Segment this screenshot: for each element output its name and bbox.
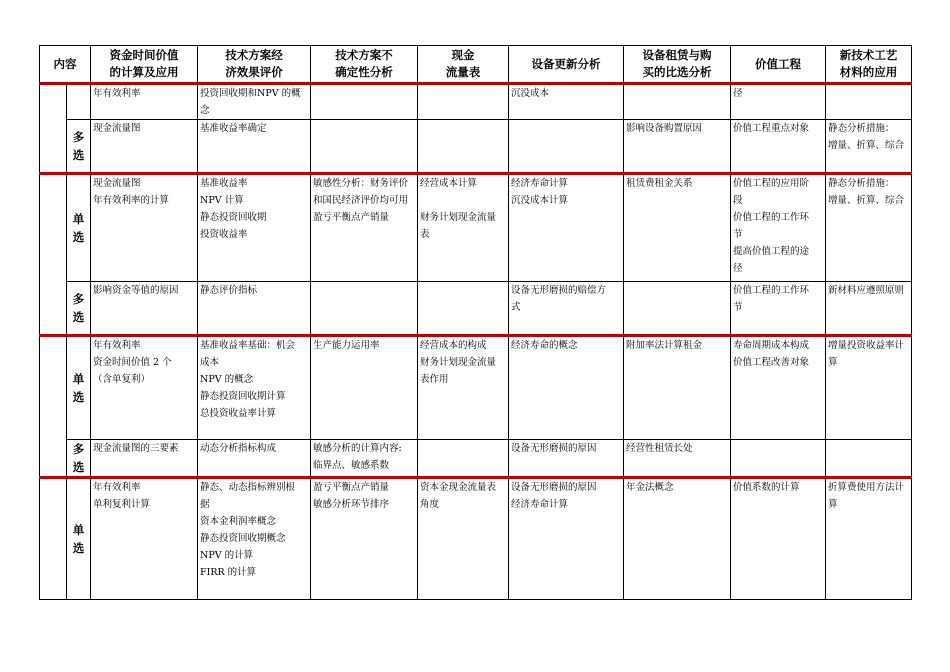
column-header <box>509 46 624 84</box>
table-cell <box>198 282 311 336</box>
question-type-label <box>67 440 91 478</box>
cell-line: 价值工程改善对象 <box>733 357 810 368</box>
table-cell <box>311 336 418 440</box>
cell-line: 静态评价指标 <box>200 285 258 296</box>
question-type-text: 多选 <box>72 130 85 162</box>
table-cell <box>731 120 826 174</box>
table-cell <box>311 120 418 174</box>
cell-line: 投资收益率 <box>200 229 248 240</box>
table-cell <box>418 336 509 440</box>
cell-line: 经营成本的构成 <box>420 340 487 351</box>
table-cell <box>826 478 912 600</box>
table-cell <box>731 174 826 282</box>
table-cell <box>311 282 418 336</box>
table-cell <box>198 336 311 440</box>
table-cell <box>91 440 198 478</box>
question-type-label <box>67 478 91 600</box>
cell-line: 增量投资收益率计 <box>828 340 905 351</box>
table-cell <box>91 282 198 336</box>
cell-line: 价值工程的应用阶 <box>733 178 810 189</box>
table-row <box>40 336 912 440</box>
table-row <box>40 84 912 120</box>
group-spacer-cell <box>40 478 67 600</box>
cell-line: 据 <box>200 499 210 510</box>
column-header <box>826 46 912 84</box>
column-header-line: 设备租赁与购 <box>642 48 712 62</box>
table-cell <box>418 282 509 336</box>
cell-line: 设备无形磨损的原因 <box>511 482 597 493</box>
question-type-text: 多选 <box>72 442 85 474</box>
cell-line: 段 <box>733 195 743 206</box>
table-cell <box>731 440 826 478</box>
table-cell <box>826 84 912 120</box>
cell-line: 盈亏平衡点产销量 <box>313 212 390 223</box>
cell-line: 年有效利率 <box>93 340 141 351</box>
cell-line: 动态分析指标构成 <box>200 443 277 454</box>
table-cell <box>624 174 731 282</box>
table-cell <box>624 478 731 600</box>
cell-line: 现金流量图 <box>93 178 141 189</box>
cell-line: 设备无形磨损的赔偿方 <box>511 285 607 296</box>
column-header-line: 新技术工艺 <box>839 48 898 62</box>
table-cell <box>198 478 311 600</box>
table-cell <box>311 440 418 478</box>
table-cell <box>509 174 624 282</box>
cell-line: 基准收益率基础：机会 <box>200 340 296 351</box>
table-cell <box>418 120 509 174</box>
table-row <box>40 282 912 336</box>
question-type-label <box>67 174 91 282</box>
table-cell <box>91 84 198 120</box>
cell-line: NPV 的概念 <box>200 374 254 385</box>
cell-line: 念 <box>200 105 210 116</box>
cell-line: NPV 的计算 <box>200 550 254 561</box>
cell-line: 静态、动态指标辨别根 <box>200 482 296 493</box>
cell-line: 成本 <box>200 357 220 368</box>
table-row <box>40 174 912 282</box>
cell-line: 静态分析措施： <box>828 178 895 189</box>
cell-line: 基准收益率确定 <box>200 123 267 134</box>
header-content: 内容 <box>40 46 91 84</box>
cell-line: 敏感性分析：财务评价 <box>313 178 409 189</box>
cell-line: 算 <box>828 499 838 510</box>
table-cell <box>826 282 912 336</box>
cell-line: 基准收益率 <box>200 178 248 189</box>
cell-line: 折算费使用方法计 <box>828 482 905 493</box>
table-cell <box>198 440 311 478</box>
cell-line: 经济寿命的概念 <box>511 340 578 351</box>
group-spacer-cell <box>40 174 67 336</box>
cell-line: （含单复利） <box>93 374 151 385</box>
table-body <box>40 84 912 600</box>
table-cell <box>311 84 418 120</box>
cell-line: 静态投资回收期 <box>200 212 267 223</box>
cell-line: 静态投资回收期概念 <box>200 533 286 544</box>
table-cell <box>731 282 826 336</box>
column-header-line: 流量表 <box>445 65 481 79</box>
table-cell <box>624 440 731 478</box>
cell-line: 资本金现金流量表 <box>420 482 497 493</box>
cell-line: 影响资金等值的原因 <box>93 285 179 296</box>
cell-line: 附加率法计算租金 <box>626 340 703 351</box>
question-type-text: 单选 <box>72 523 85 555</box>
column-header-line: 济效果评价 <box>225 65 283 79</box>
table-cell <box>91 120 198 174</box>
column-header-line: 的计算及应用 <box>109 65 179 79</box>
cell-line: 价值工程的工作环 <box>733 285 810 296</box>
column-header-line: 设备更新分析 <box>531 56 601 71</box>
cell-line: 增量、折算、综合 <box>828 195 905 206</box>
question-type-label <box>67 336 91 440</box>
column-header <box>624 46 731 84</box>
table-cell <box>731 478 826 600</box>
question-type-label <box>67 120 91 174</box>
cell-line: 经济寿命计算 <box>511 499 569 510</box>
cell-line: 年金法概念 <box>626 482 674 493</box>
table-cell <box>624 282 731 336</box>
cell-line: 敏感分析环节排序 <box>313 499 390 510</box>
cell-line: 静态分析措施： <box>828 123 895 134</box>
cell-line: 财务计划现金流量 <box>420 212 497 223</box>
cell-line: 增量、折算、综合 <box>828 140 905 151</box>
cell-line: 沉没成本计算 <box>511 195 569 206</box>
table-cell <box>311 478 418 600</box>
question-type-text: 单选 <box>72 372 85 404</box>
cell-line: 租赁费租金关系 <box>626 178 693 189</box>
cell-line: 节 <box>733 229 743 240</box>
table-cell <box>624 336 731 440</box>
table-cell <box>826 336 912 440</box>
table-cell <box>509 120 624 174</box>
cell-line: 算 <box>828 357 838 368</box>
group-spacer-cell <box>40 84 67 174</box>
cell-line: 年有效利率的计算 <box>93 195 170 206</box>
cell-line: 沉没成本 <box>511 88 550 99</box>
table-cell <box>624 120 731 174</box>
table-row <box>40 440 912 478</box>
column-header-line: 材料的应用 <box>839 65 898 79</box>
table-cell <box>509 440 624 478</box>
cell-line: 寿命周期成本构成 <box>733 340 810 351</box>
cell-line: 总投资收益率计算 <box>200 408 277 419</box>
cell-line: FIRR 的计算 <box>200 567 257 578</box>
table-cell <box>311 174 418 282</box>
cell-line: 提高价值工程的途 <box>733 246 810 257</box>
cell-line: 资本金利润率概念 <box>200 516 277 527</box>
cell-line: 投资回收期和NPV 的概 <box>200 88 301 99</box>
cell-line <box>420 192 506 209</box>
table-cell <box>509 478 624 600</box>
cell-line: 静态投资回收期计算 <box>200 391 286 402</box>
column-header <box>418 46 509 84</box>
table-cell <box>826 174 912 282</box>
cell-line: 经营成本计算 <box>420 178 478 189</box>
column-header-line: 资金时间价值 <box>109 48 179 62</box>
cell-line: 影响设备购置原因 <box>626 123 703 134</box>
cell-line: 价值工程的工作环 <box>733 212 810 223</box>
cell-line: 经济寿命计算 <box>511 178 569 189</box>
table-cell <box>418 174 509 282</box>
cell-line: 和国民经济评价均可用 <box>313 195 409 206</box>
cell-line: 角度 <box>420 499 440 510</box>
column-header-line: 现金 <box>451 48 475 62</box>
column-header-line: 价值工程 <box>755 56 801 71</box>
cell-line: NPV 计算 <box>200 195 244 206</box>
cell-line: 径 <box>733 88 743 99</box>
cell-line: 生产能力运用率 <box>313 340 380 351</box>
table-row <box>40 120 912 174</box>
table-cell <box>418 84 509 120</box>
table-cell <box>198 120 311 174</box>
column-header-line: 技术方案不 <box>335 48 393 62</box>
table-cell <box>91 336 198 440</box>
table-cell <box>418 440 509 478</box>
question-type-label <box>67 84 91 120</box>
cell-line: 表作用 <box>420 374 449 385</box>
cell-line: 价值工程重点对象 <box>733 123 810 134</box>
table-row <box>40 478 912 600</box>
table-cell <box>731 336 826 440</box>
column-header-line: 技术方案经 <box>225 48 283 62</box>
table-cell <box>624 84 731 120</box>
cell-line: 盈亏平衡点产销量 <box>313 482 390 493</box>
table-cell <box>91 478 198 600</box>
question-type-text: 多选 <box>72 292 85 324</box>
cell-line: 现金流量图 <box>93 123 141 134</box>
cell-line: 径 <box>733 263 743 274</box>
table-cell <box>826 120 912 174</box>
question-type-label <box>67 282 91 336</box>
cell-line: 价值系数的计算 <box>733 482 800 493</box>
column-header-line: 确定性分析 <box>335 65 393 79</box>
cell-line: 节 <box>733 302 743 313</box>
table-cell <box>731 84 826 120</box>
table-cell <box>198 84 311 120</box>
cell-line: 新材料应遵照原则 <box>828 285 905 296</box>
table-cell <box>509 84 624 120</box>
column-header-line: 买的比选分析 <box>642 65 712 79</box>
column-header <box>198 46 311 84</box>
table-cell <box>91 174 198 282</box>
cell-line: 现金流量图的三要素 <box>93 443 179 454</box>
cell-line: 经营性租赁长处 <box>626 443 693 454</box>
group-spacer-cell <box>40 336 67 478</box>
cell-line: 表 <box>420 229 430 240</box>
summary-table <box>39 45 912 600</box>
header-row <box>40 46 912 84</box>
table-cell <box>198 174 311 282</box>
cell-line: 单利复利计算 <box>93 499 151 510</box>
table-cell <box>826 440 912 478</box>
table-cell <box>509 336 624 440</box>
column-header <box>311 46 418 84</box>
cell-line: 设备无形磨损的原因 <box>511 443 597 454</box>
table-cell <box>509 282 624 336</box>
table-cell <box>418 478 509 600</box>
cell-line: 资金时间价值 2 个 <box>93 357 172 368</box>
cell-line: 年有效利率 <box>93 88 141 99</box>
column-header <box>91 46 198 84</box>
question-type-text: 单选 <box>72 212 85 244</box>
cell-line: 年有效利率 <box>93 482 141 493</box>
cell-line: 敏感分析的计算内容: <box>313 443 402 454</box>
cell-line: 式 <box>511 302 521 313</box>
column-header <box>731 46 826 84</box>
cell-line: 财务计划现金流量 <box>420 357 497 368</box>
cell-line: 临界点、敏感系数 <box>313 460 390 471</box>
